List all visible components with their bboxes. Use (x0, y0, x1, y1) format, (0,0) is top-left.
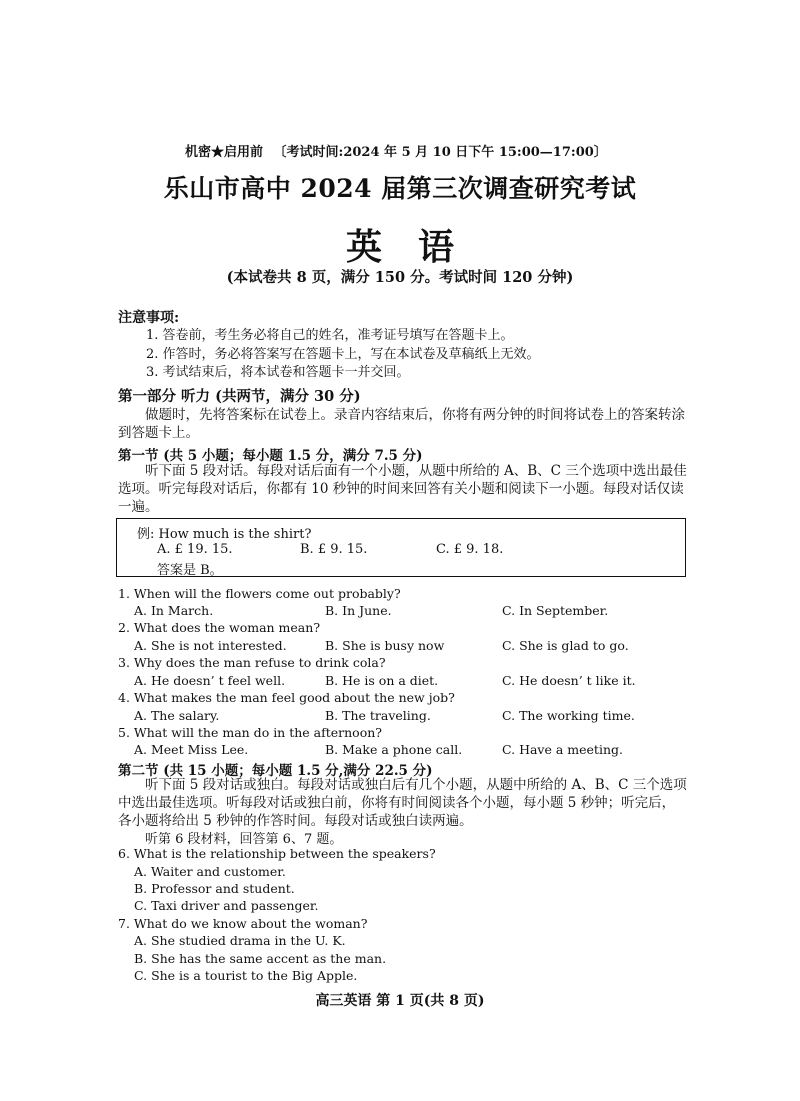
question-1-option-c: C. In September. (502, 603, 609, 618)
question-2: 2. What does the woman mean? (118, 620, 321, 635)
question-3: 3. Why does the man refuse to drink cola? (118, 655, 386, 670)
section2-instructions (118, 776, 688, 830)
section1-heading: 第一节 (共 5 小题；每小题 1.5 分，满分 7.5 分) (118, 448, 423, 464)
section2-heading: 第二节 (共 15 小题；每小题 1.5 分,满分 22.5 分) (118, 763, 433, 779)
question-3-option-b: B. He is on a diet. (325, 673, 439, 688)
question-6-option-a: A. Waiter and customer. (134, 864, 286, 879)
question-7-option-b: B. She has the same accent as the man. (134, 951, 387, 966)
question-4-option-b: B. The traveling. (325, 708, 431, 723)
subject-title: 英语 (345, 226, 490, 268)
example-option-b: B. £ 9. 15. (300, 542, 368, 557)
question-5-option-a: A. Meet Miss Lee. (134, 742, 249, 757)
question-3-option-c: C. He doesn’ t like it. (502, 673, 636, 688)
page-footer: 高三英语 第 1 页(共 8 页) (315, 993, 485, 1009)
question-2-option-a: A. She is not interested. (134, 638, 287, 653)
example-option-a: A. £ 19. 15. (157, 542, 233, 557)
question-7-option-a: A. She studied drama in the U. K. (134, 933, 346, 948)
question-2-option-b: B. She is busy now (325, 638, 445, 653)
question-7-option-c: C. She is a tourist to the Big Apple. (134, 968, 358, 983)
material-note: 听第 6 段材料，回答第 6、7 题。 (145, 832, 343, 847)
example-answer: 答案是 B。 (157, 563, 223, 578)
notes-heading: 注意事项: (118, 310, 180, 326)
question-6: 6. What is the relationship between the speakers? (118, 846, 436, 861)
exam-title: 乐山市高中 2024 届第三次调查研究考试 (163, 174, 637, 203)
question-1-option-b: B. In June. (325, 603, 392, 618)
exam-header (185, 141, 607, 160)
exam-time: 〔考试时间:2024 年 5 月 10 日下午 15:00—17:00〕 (273, 145, 607, 160)
part1-instructions (118, 406, 688, 442)
example-option-c: C. £ 9. 18. (436, 542, 504, 557)
exam-info: (本试卷共 8 页，满分 150 分。考试时间 120 分钟) (226, 269, 574, 286)
note-item: 3. 考试结束后，将本试卷和答题卡一并交回。 (146, 365, 410, 380)
question-5-option-c: C. Have a meeting. (502, 742, 623, 757)
question-5: 5. What will the man do in the afternoon? (118, 725, 382, 740)
part1-instructions-text: 做题时，先将答案标在试卷上。录音内容结束后，你将有两分钟的时间将试卷上的答案转涂到答题卡上。 (118, 407, 685, 441)
question-4-option-c: C. The working time. (502, 708, 635, 723)
question-6-option-b: B. Professor and student. (134, 881, 295, 896)
note-item: 2. 作答时，务必将答案写在答题卡上，写在本试卷及草稿纸上无效。 (146, 347, 540, 362)
note-item: 1. 答卷前，考生务必将自己的姓名，准考证号填写在答题卡上。 (146, 328, 514, 343)
question-4-option-a: A. The salary. (134, 708, 220, 723)
section2-instructions-text: 听下面 5 段对话或独白。每段对话或独白后有几个小题，从题中所给的 A、B、C 三个选项中选出最佳选项。听每段对话或独白前，你将有时间阅读各个小题，每小题 5 秒钟；听完后，各小题将给出 5 秒钟的作答时间。每段对话或独白读两遍。 (118, 777, 687, 829)
question-6-option-c: C. Taxi driver and passenger. (134, 898, 319, 913)
section1-instructions (118, 462, 688, 516)
question-2-option-c: C. She is glad to go. (502, 638, 629, 653)
question-4: 4. What makes the man feel good about the new job? (118, 690, 455, 705)
section1-instructions-text: 听下面 5 段对话。每段对话后面有一个小题，从题中所给的 A、B、C 三个选项中选出最佳选项。听完每段对话后，你都有 10 秒钟的时间来回答有关小题和阅读下一小题。每段对话仅读一遍。 (118, 463, 687, 515)
confidential-label: 机密★启用前 (185, 145, 264, 160)
example-question: 例: How much is the shirt? (137, 527, 312, 542)
question-1-option-a: A. In March. (134, 603, 214, 618)
question-7: 7. What do we know about the woman? (118, 916, 368, 931)
question-3-option-a: A. He doesn’ t feel well. (134, 673, 286, 688)
question-5-option-b: B. Make a phone call. (325, 742, 463, 757)
part1-heading: 第一部分 听力 (共两节，满分 30 分) (118, 388, 361, 405)
question-1: 1. When will the flowers come out probably? (118, 586, 401, 601)
